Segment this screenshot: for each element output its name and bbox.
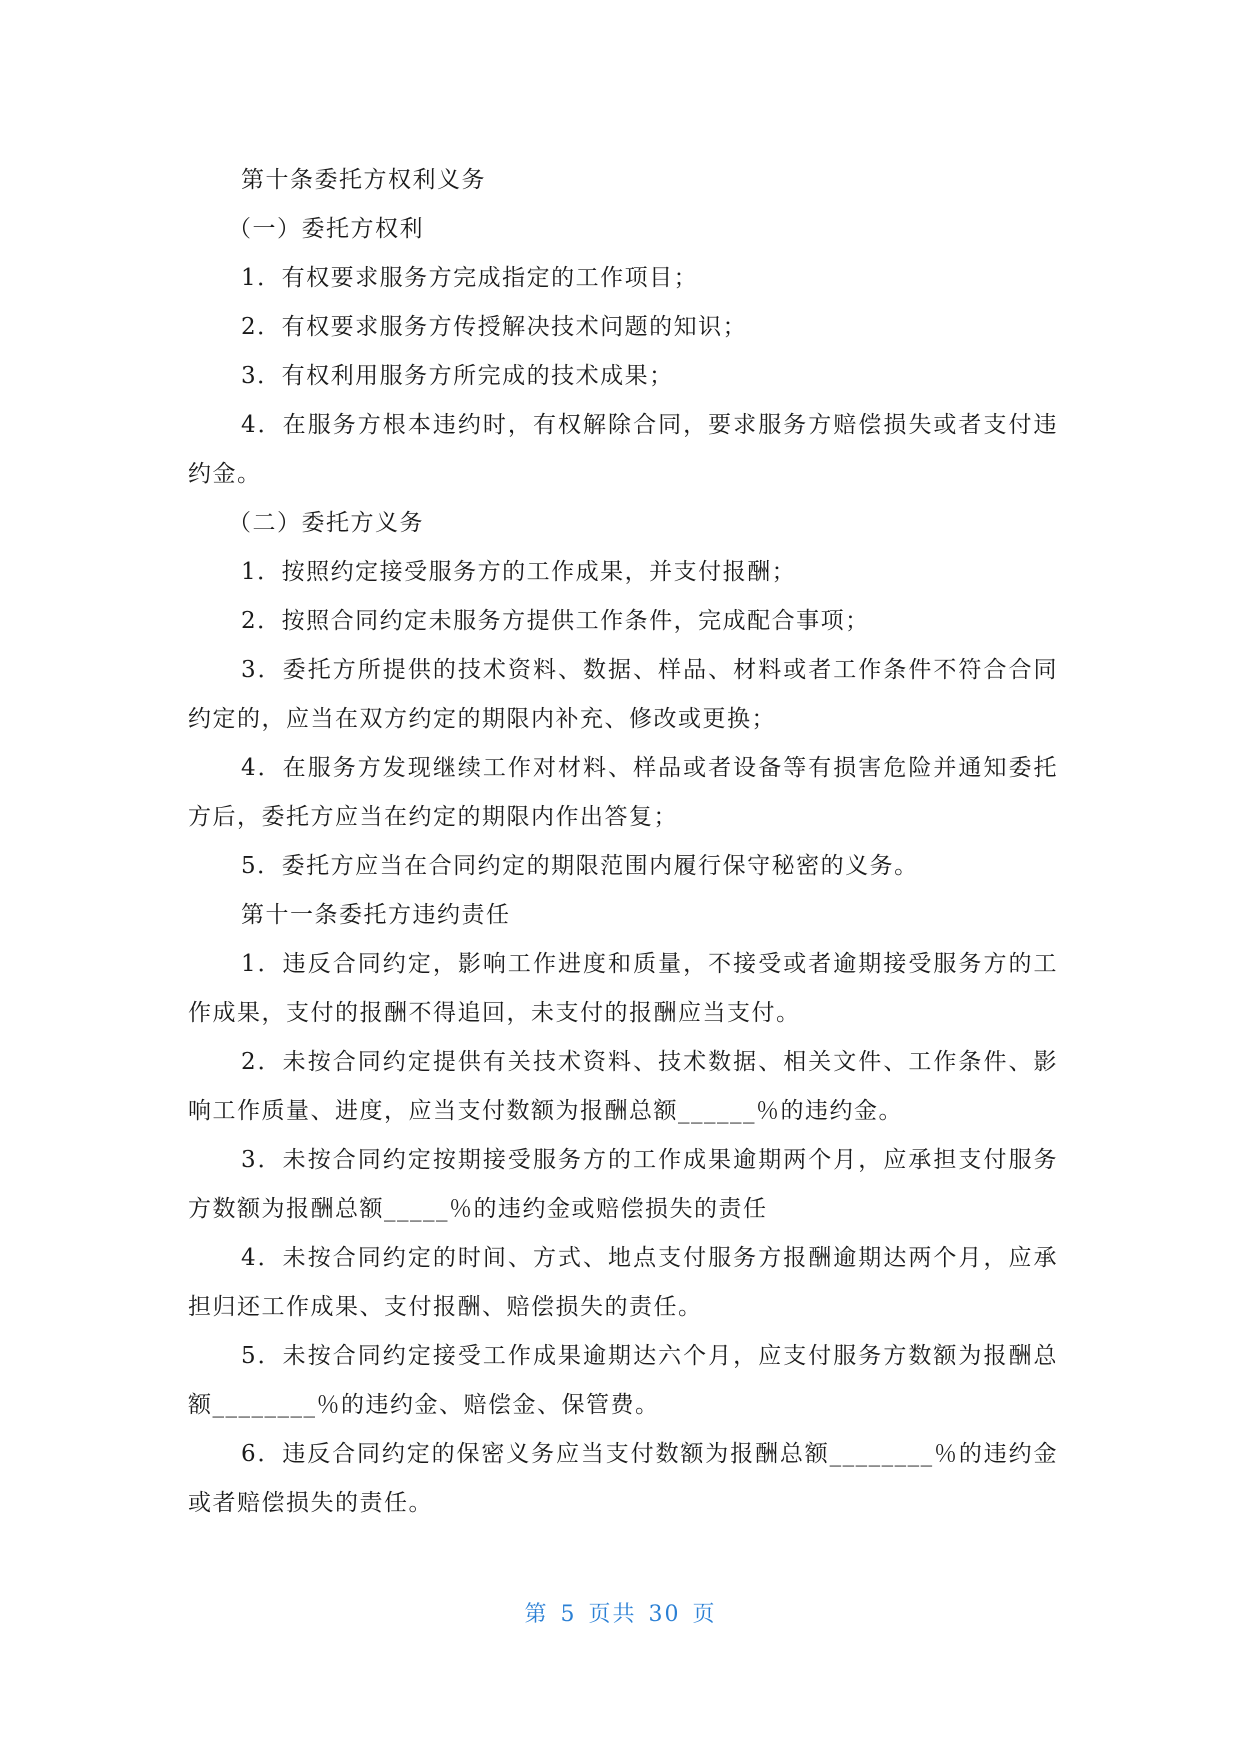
- section-heading: 第十一条委托方违约责任: [241, 902, 511, 928]
- footer-suffix: 页: [692, 1602, 717, 1627]
- paragraph: 2．有权要求服务方传授解决技术问题的知识；: [241, 314, 748, 340]
- document-body: [188, 156, 1058, 1528]
- section-heading: 第十条委托方权利义务: [241, 167, 486, 193]
- paragraph: 3．未按合同约定按期接受服务方的工作成果逾期两个月，应承担支付服务方数额为报酬总额_____％的违约金或赔偿损失的责任: [188, 1147, 1058, 1222]
- footer-middle: 页共: [588, 1602, 637, 1627]
- paragraph: 4．在服务方根本违约时，有权解除合同，要求服务方赔偿损失或者支付违约金。: [188, 412, 1058, 487]
- paragraph: 4．未按合同约定的时间、方式、地点支付服务方报酬逾期达两个月，应承担归还工作成果、支付报酬、赔偿损失的责任。: [188, 1245, 1058, 1320]
- page-footer: [0, 1597, 1241, 1628]
- paragraph: 1．有权要求服务方完成指定的工作项目；: [241, 265, 699, 291]
- paragraph: 3．委托方所提供的技术资料、数据、样品、材料或者工作条件不符合合同约定的，应当在双方约定的期限内补充、修改或更换；: [188, 657, 1058, 732]
- subsection-heading: （二）委托方义务: [228, 510, 424, 536]
- paragraph: 5．未按合同约定接受工作成果逾期达六个月，应支付服务方数额为报酬总额________％的违约金、赔偿金、保管费。: [188, 1343, 1058, 1418]
- paragraph: 4．在服务方发现继续工作对材料、样品或者设备等有损害危险并通知委托方后，委托方应当在约定的期限内作出答复；: [188, 755, 1058, 830]
- paragraph: 2．未按合同约定提供有关技术资料、技术数据、相关文件、工作条件、影响工作质量、进度，应当支付数额为报酬总额______％的违约金。: [188, 1049, 1058, 1124]
- paragraph: 3．有权利用服务方所完成的技术成果；: [241, 363, 674, 389]
- subsection-heading: （一）委托方权利: [228, 216, 424, 242]
- paragraph: 2．按照合同约定未服务方提供工作条件，完成配合事项；: [241, 608, 870, 634]
- paragraph: 6．违反合同约定的保密义务应当支付数额为报酬总额________％的违约金或者赔偿损失的责任。: [188, 1441, 1058, 1516]
- footer-prefix: 第: [524, 1602, 549, 1627]
- total-pages: 30: [648, 1602, 681, 1627]
- paragraph: 5．委托方应当在合同约定的期限范围内履行保守秘密的义务。: [241, 853, 919, 879]
- paragraph: 1．按照约定接受服务方的工作成果，并支付报酬；: [241, 559, 797, 585]
- page-number: 5: [560, 1602, 577, 1627]
- paragraph: 1．违反合同约定，影响工作进度和质量，不接受或者逾期接受服务方的工作成果，支付的报酬不得追回，未支付的报酬应当支付。: [188, 951, 1058, 1026]
